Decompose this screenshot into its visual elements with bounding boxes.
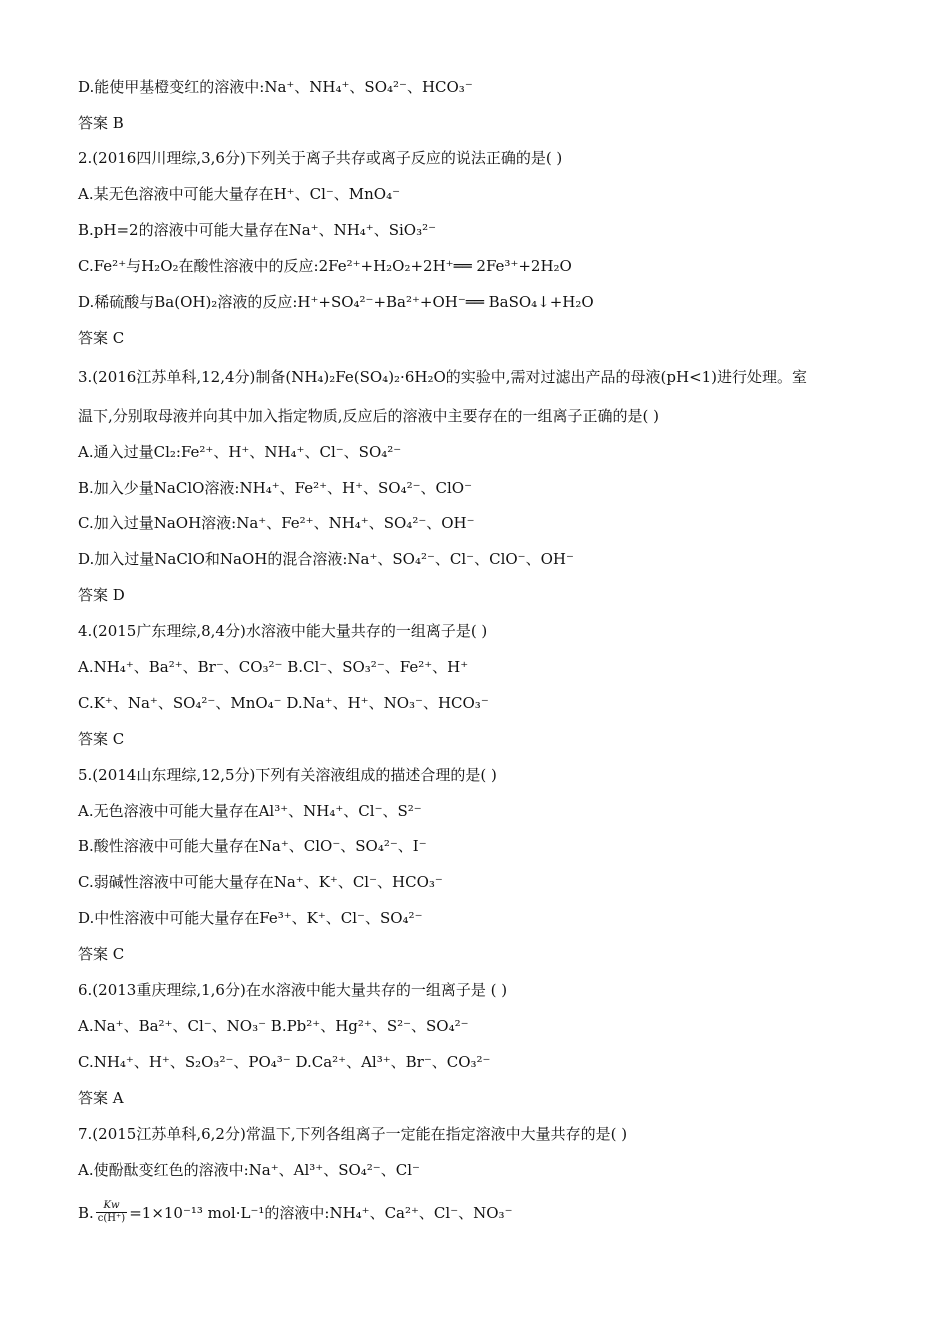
option-line: A.Na⁺、Ba²⁺、Cl⁻、NO₃⁻ B.Pb²⁺、Hg²⁺、S²⁻、SO₄²⁻ (78, 1017, 469, 1035)
option-line: C.K⁺、Na⁺、SO₄²⁻、MnO₄⁻ D.Na⁺、H⁺、NO₃⁻、HCO₃⁻ (78, 694, 489, 712)
question-stem: 5.(2014山东理综,12,5分)下列有关溶液组成的描述合理的是( ) (78, 766, 497, 784)
option-line: D.中性溶液中可能大量存在Fe³⁺、K⁺、Cl⁻、SO₄²⁻ (78, 909, 423, 927)
option-line: A.使酚酞变红色的溶液中:Na⁺、Al³⁺、SO₄²⁻、Cl⁻ (78, 1161, 420, 1179)
option-line-with-fraction (78, 1200, 880, 1225)
answer-line: 答案 B (78, 114, 124, 132)
text-line: D.能使甲基橙变红的溶液中:Na⁺、NH₄⁺、SO₄²⁻、HCO₃⁻ (78, 78, 473, 96)
answer-line: 答案 D (78, 586, 125, 604)
answer-line: 答案 C (78, 730, 125, 748)
option-line: A.通入过量Cl₂:Fe²⁺、H⁺、NH₄⁺、Cl⁻、SO₄²⁻ (78, 443, 402, 461)
option-text: =1×10⁻¹³ mol·L⁻¹的溶液中:NH₄⁺、Ca²⁺、Cl⁻、NO₃⁻ (129, 1203, 513, 1222)
question-stem: 4.(2015广东理综,8,4分)水溶液中能大量共存的一组离子是( ) (78, 622, 488, 640)
question-stem: 6.(2013重庆理综,1,6分)在水溶液中能大量共存的一组离子是 ( ) (78, 981, 508, 999)
option-line: C.加入过量NaOH溶液:Na⁺、Fe²⁺、NH₄⁺、SO₄²⁻、OH⁻ (78, 514, 475, 532)
fraction-denominator: c(H⁺) (97, 1213, 126, 1224)
option-label: B. (78, 1203, 94, 1222)
option-line: C.弱碱性溶液中可能大量存在Na⁺、K⁺、Cl⁻、HCO₃⁻ (78, 873, 443, 891)
question-stem: 2.(2016四川理综,3,6分)下列关于离子共存或离子反应的说法正确的是( ) (78, 149, 563, 167)
question-stem: 温下,分别取母液并向其中加入指定物质,反应后的溶液中主要存在的一组离子正确的是( ) (78, 407, 660, 425)
answer-line: 答案 C (78, 945, 125, 963)
option-line: B.加入少量NaClO溶液:NH₄⁺、Fe²⁺、H⁺、SO₄²⁻、ClO⁻ (78, 479, 473, 497)
option-line: C.Fe²⁺与H₂O₂在酸性溶液中的反应:2Fe²⁺+H₂O₂+2H⁺══ 2Fe³⁺+2H₂O (78, 257, 572, 275)
option-line: A.某无色溶液中可能大量存在H⁺、Cl⁻、MnO₄⁻ (78, 185, 401, 203)
answer-line: 答案 C (78, 329, 125, 347)
option-line: D.加入过量NaClO和NaOH的混合溶液:Na⁺、SO₄²⁻、Cl⁻、ClO⁻、OH⁻ (78, 550, 574, 568)
option-line: B.pH=2的溶液中可能大量存在Na⁺、NH₄⁺、SiO₃²⁻ (78, 221, 437, 239)
question-stem: 7.(2015江苏单科,6,2分)常温下,下列各组离子一定能在指定溶液中大量共存的是( ) (78, 1125, 628, 1143)
option-line: A.NH₄⁺、Ba²⁺、Br⁻、CO₃²⁻ B.Cl⁻、SO₃²⁻、Fe²⁺、H⁺ (78, 658, 469, 676)
option-line: B.酸性溶液中可能大量存在Na⁺、ClO⁻、SO₄²⁻、I⁻ (78, 837, 427, 855)
question-stem: 3.(2016江苏单科,12,4分)制备(NH₄)₂Fe(SO₄)₂·6H₂O的实验中,需对过滤出产品的母液(pH<1)进行处理。室 (78, 368, 808, 386)
answer-line: 答案 A (78, 1089, 124, 1107)
kw-fraction (96, 1200, 127, 1225)
fraction-numerator: Kw (96, 1200, 127, 1213)
option-line: A.无色溶液中可能大量存在Al³⁺、NH₄⁺、Cl⁻、S²⁻ (78, 802, 422, 820)
option-line: D.稀硫酸与Ba(OH)₂溶液的反应:H⁺+SO₄²⁻+Ba²⁺+OH⁻══ BaSO₄↓+H₂O (78, 293, 594, 311)
option-line: C.NH₄⁺、H⁺、S₂O₃²⁻、PO₄³⁻ D.Ca²⁺、Al³⁺、Br⁻、CO₃²⁻ (78, 1053, 491, 1071)
